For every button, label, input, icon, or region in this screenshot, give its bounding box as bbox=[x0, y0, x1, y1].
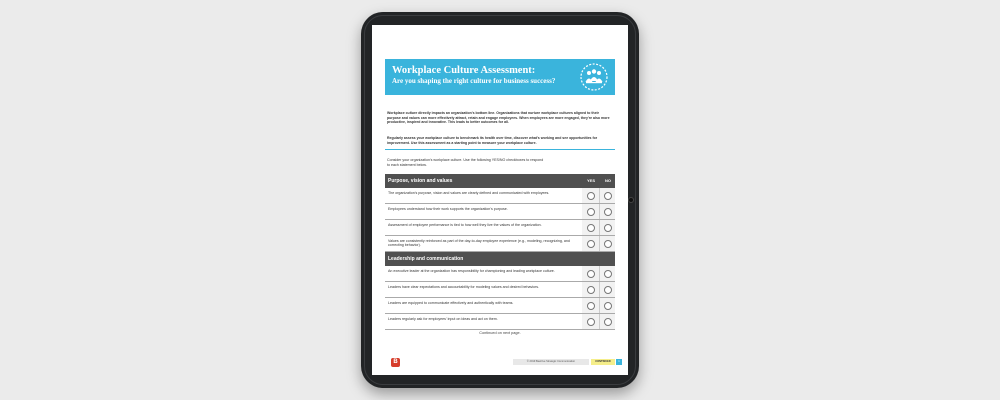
brand-badge: B bbox=[391, 358, 400, 367]
camera-icon bbox=[628, 197, 634, 203]
yes-checkbox[interactable] bbox=[587, 318, 595, 326]
section-header bbox=[385, 252, 615, 266]
intro-paragraph-2: Regularly assess your workplace culture to benchmark its health over time, discover what's working and see opportunities for improvement. Use this assessment as a starting point to measure your workplace culture. bbox=[387, 136, 598, 145]
footer-copyright: © 2019 Beehive Strategic Communication bbox=[513, 359, 589, 365]
table-row bbox=[385, 188, 615, 204]
no-checkbox[interactable] bbox=[604, 224, 612, 232]
yes-checkbox[interactable] bbox=[587, 302, 595, 310]
statement-text: Values are consistently reinforced as part of the day-to-day employee experience (e.g., modeling, recognizing, and correcting behavior). bbox=[388, 239, 570, 248]
yes-column-header: YES bbox=[586, 178, 595, 183]
table-row bbox=[385, 298, 615, 314]
statement-text: Employees understand how their work supports the organization's purpose. bbox=[388, 207, 508, 211]
table-row bbox=[385, 314, 615, 330]
no-checkbox[interactable] bbox=[604, 192, 612, 200]
document-header bbox=[385, 59, 615, 95]
no-checkbox[interactable] bbox=[604, 240, 612, 248]
section-title: Leadership and communication bbox=[388, 256, 464, 262]
statement-text: Assessment of employee performance is tied to how well they live the values of the organization. bbox=[388, 223, 542, 227]
section-header bbox=[385, 174, 615, 188]
yes-checkbox[interactable] bbox=[587, 286, 595, 294]
yes-checkbox[interactable] bbox=[587, 240, 595, 248]
instructions-text: Consider your organization's workplace culture. Use the following YES/NO checkboxes to respond to each statement below. bbox=[387, 158, 544, 167]
divider bbox=[385, 149, 615, 150]
section-title: Purpose, vision and values bbox=[388, 178, 453, 184]
statement-text: An executive leader at the organization has responsibility for championing and leading workplace culture. bbox=[388, 269, 555, 273]
document-title: Workplace Culture Assessment: bbox=[392, 65, 536, 76]
statement-text: Leaders regularly ask for employees' input on ideas and act on them. bbox=[388, 317, 498, 321]
table-row bbox=[385, 220, 615, 236]
statement-text: Leaders are equipped to communicate effectively and authentically with teams. bbox=[388, 301, 514, 305]
table-row bbox=[385, 236, 615, 252]
no-column-header: NO bbox=[605, 178, 611, 183]
document-subtitle: Are you shaping the right culture for business success? bbox=[392, 77, 556, 85]
tablet-device bbox=[361, 12, 639, 388]
table-row bbox=[385, 204, 615, 220]
intro-paragraph-1: Workplace culture directly impacts an organization's bottom line. Organizations that nurture workplace cultures aligned to their purpose and values can more effectively attract, retain and engage employees. When employees are more engaged, they're also more productive, inspired and innovative. This leads to better outcomes for all. bbox=[387, 111, 610, 124]
page-footer bbox=[513, 359, 622, 365]
people-group-icon bbox=[579, 62, 609, 92]
yes-checkbox[interactable] bbox=[587, 270, 595, 278]
table-row bbox=[385, 282, 615, 298]
page-number: 1 bbox=[616, 359, 622, 365]
yes-checkbox[interactable] bbox=[587, 224, 595, 232]
continued-note: Continued on next page. bbox=[479, 331, 521, 335]
no-checkbox[interactable] bbox=[604, 208, 612, 216]
yes-checkbox[interactable] bbox=[587, 208, 595, 216]
statement-text: Leaders have clear expectations and accountability for modeling values and desired behaviors. bbox=[388, 285, 540, 289]
statement-text: The organization's purpose, vision and values are clearly defined and communicated with employees. bbox=[388, 191, 550, 195]
no-checkbox[interactable] bbox=[604, 286, 612, 294]
no-checkbox[interactable] bbox=[604, 270, 612, 278]
no-checkbox[interactable] bbox=[604, 318, 612, 326]
footer-continued: CONTINUED bbox=[591, 359, 615, 365]
no-checkbox[interactable] bbox=[604, 302, 612, 310]
tablet-screen[interactable] bbox=[372, 25, 628, 375]
yes-checkbox[interactable] bbox=[587, 192, 595, 200]
table-row bbox=[385, 266, 615, 282]
assessment-table bbox=[385, 174, 615, 330]
document-page bbox=[385, 25, 620, 375]
